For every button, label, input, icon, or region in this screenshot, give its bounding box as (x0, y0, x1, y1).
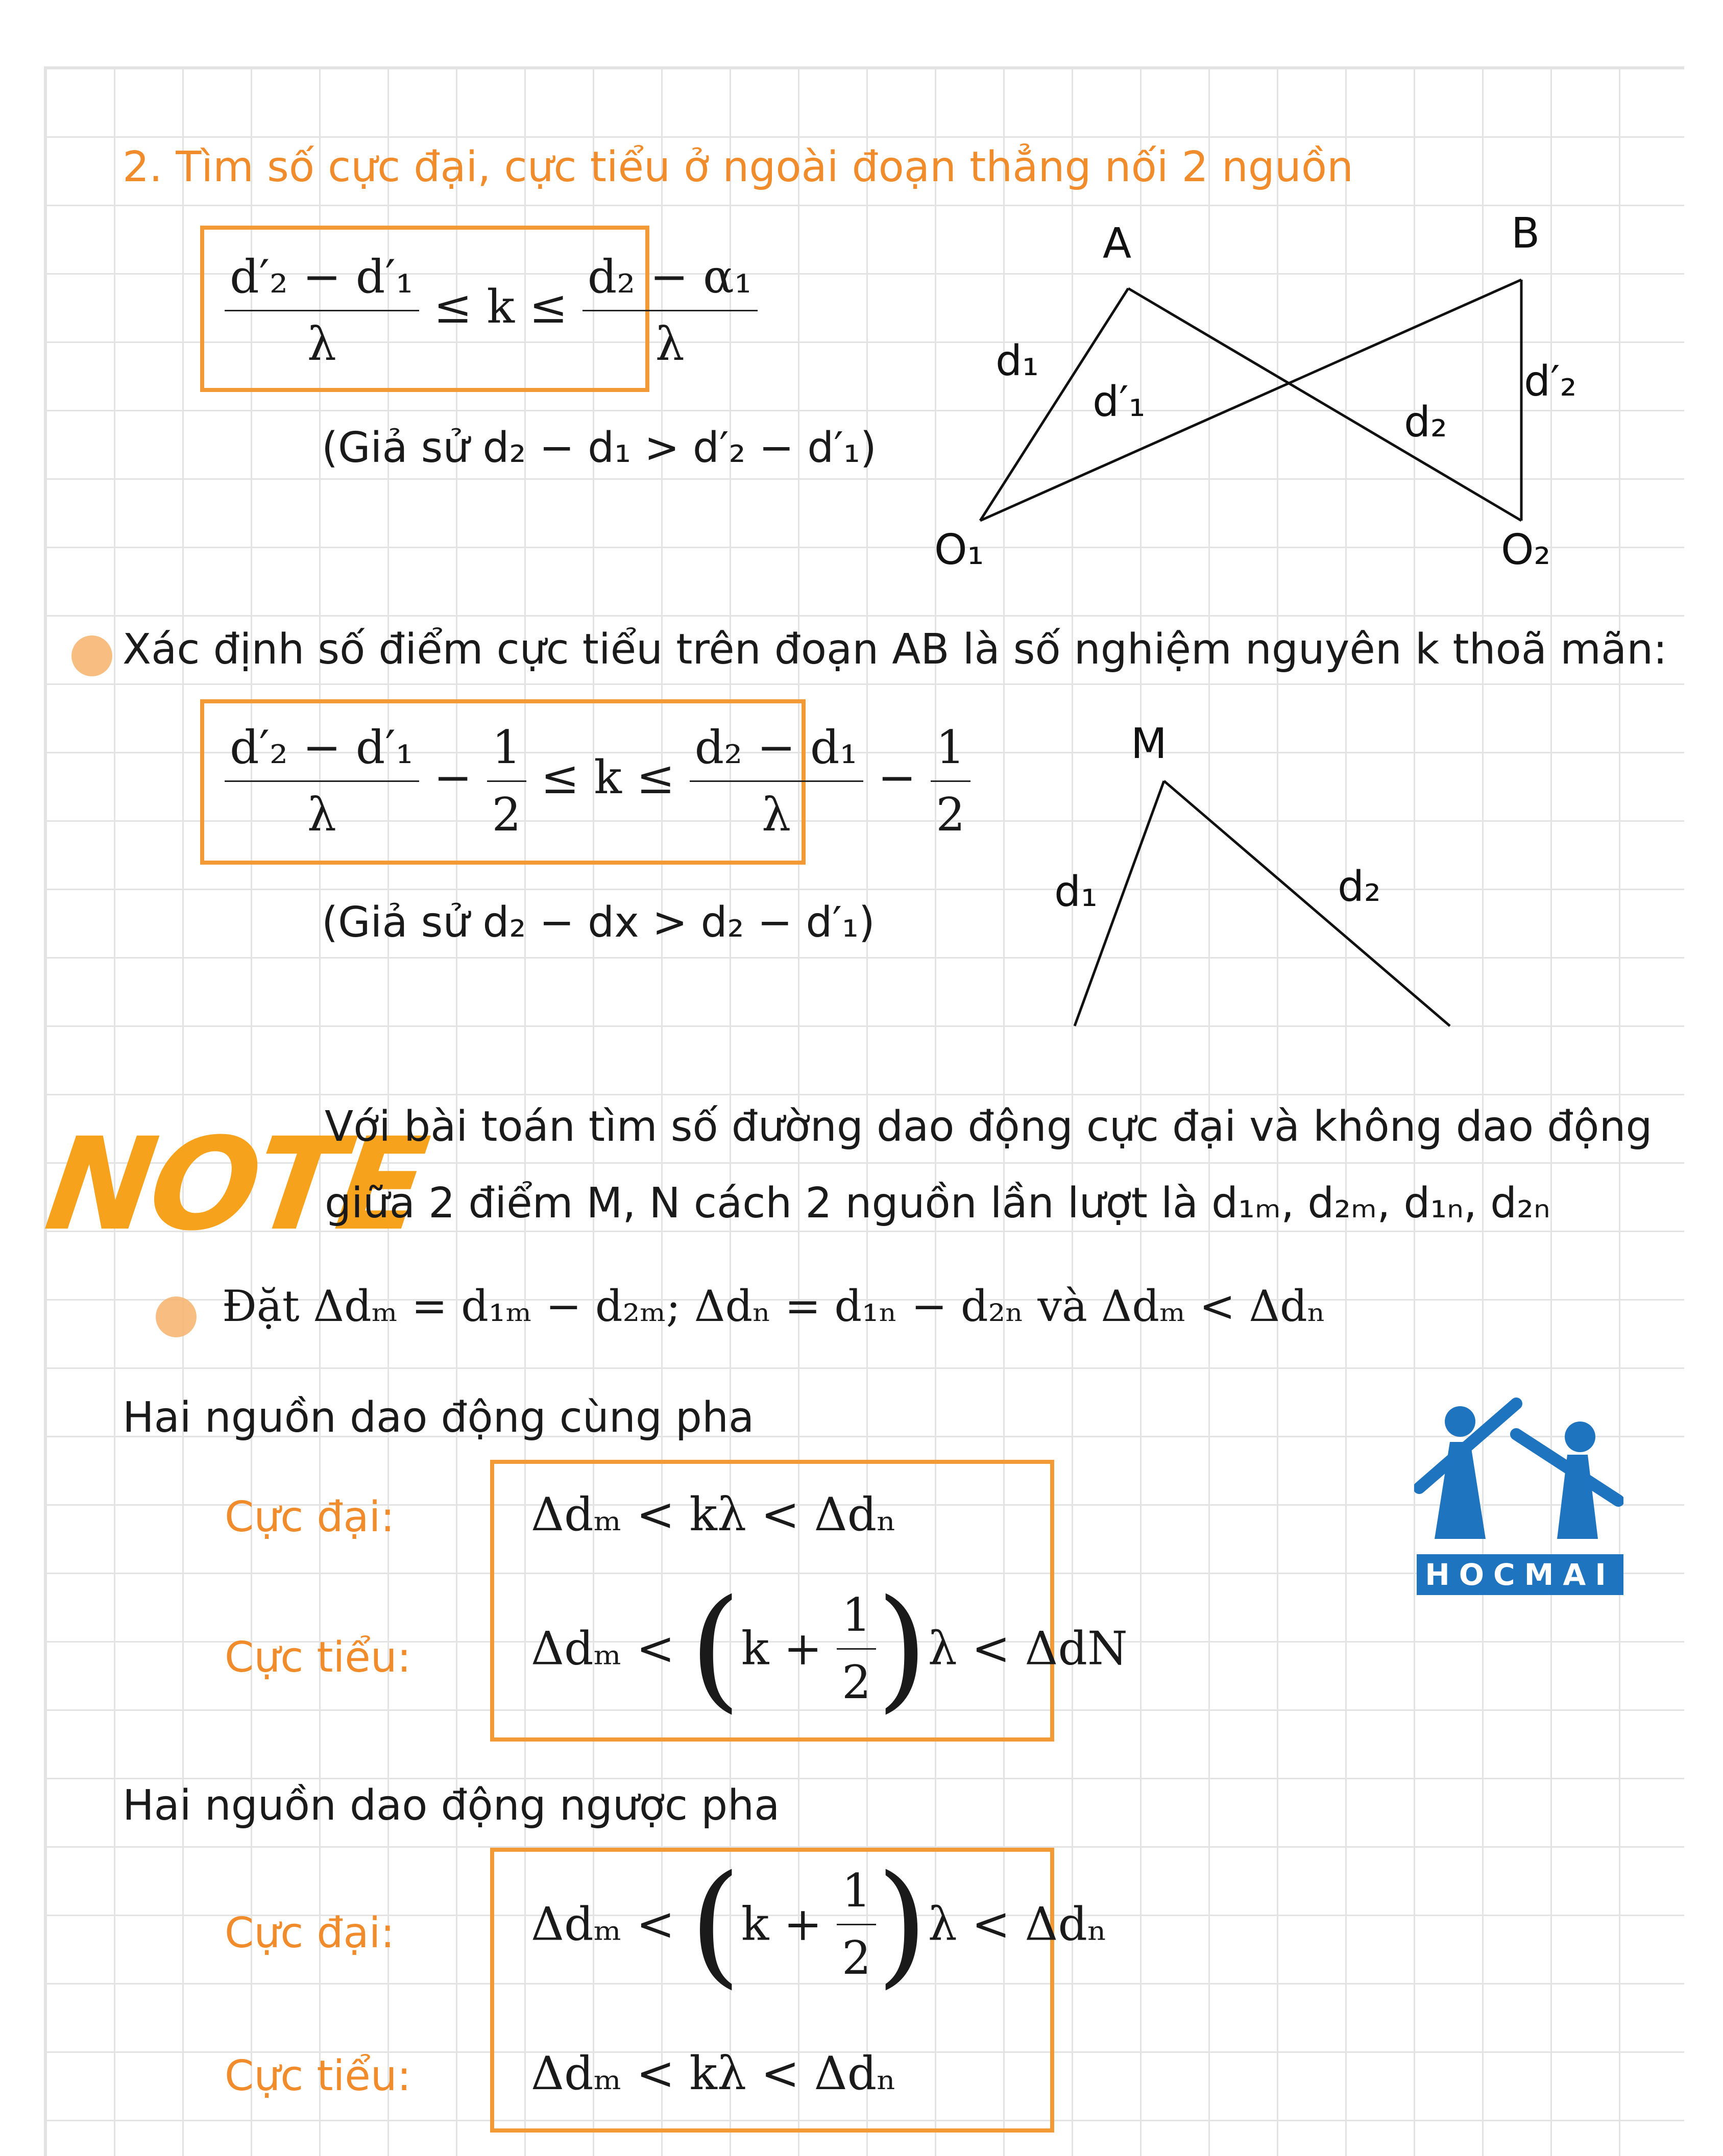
point-m-label: M (1131, 720, 1167, 768)
formula-1-right-fraction (583, 250, 758, 371)
point-a-label: A (1103, 219, 1132, 268)
half-numerator: 1 (487, 721, 526, 782)
half-fraction (837, 1588, 876, 1709)
min-right: λ < ΔdN (928, 1622, 1128, 1676)
max-left: Δdₘ < (531, 1897, 675, 1951)
bullet-dot (156, 1296, 197, 1337)
formula-2-right-denominator: λ (762, 788, 791, 842)
bullet-2-text: Đặt Δdₘ = d₁ₘ − d₂ₘ; Δdₙ = d₁ₙ − d₂ₙ và Δdₘ < Δdₙ (222, 1281, 1326, 1331)
same-phase-heading: Hai nguồn dao động cùng pha (123, 1393, 755, 1442)
right-paren: ) (876, 1847, 928, 2001)
note-label: NOTE (38, 1110, 432, 1259)
minus-sign: − (878, 750, 916, 804)
point-o1-label: O₁ (934, 526, 984, 574)
half-denominator: 2 (842, 1931, 871, 1985)
half-numerator: 1 (931, 721, 970, 782)
note-line-1: Với bài toán tìm số đường dao động cực đại và không dao động (325, 1102, 1653, 1151)
formula-2-right-fraction (690, 721, 863, 842)
formula-1-right-numerator: d₂ − α₁ (583, 250, 758, 311)
half-denominator: 2 (936, 788, 965, 842)
point-o2-label: O₂ (1501, 526, 1551, 574)
same-phase-max-formula: Δdₘ < kλ < Δdₙ (531, 1488, 897, 1541)
formula-2-left-fraction (225, 721, 419, 842)
formula-2-half-1 (487, 721, 526, 842)
formula-2-right-numerator: d₂ − d₁ (690, 721, 863, 782)
formula-1 (225, 250, 758, 371)
formula-1-left-denominator: λ (307, 317, 336, 371)
hocmai-logo-icon (1414, 1393, 1623, 1547)
point-b-label: B (1511, 209, 1540, 258)
formula-2-left-denominator: λ (307, 788, 336, 842)
segment-m-d2 (1164, 781, 1450, 1026)
label-d2: d₂ (1404, 398, 1447, 447)
min-k: k + (741, 1622, 822, 1676)
label-d1-prime: d′₁ (1093, 378, 1146, 426)
note-line-2: giữa 2 điểm M, N cách 2 nguồn lần lượt là d₁ₘ, d₂ₘ, d₁ₙ, d₂ₙ (325, 1179, 1550, 1228)
minus-sign: − (433, 750, 472, 804)
label-m-d2: d₂ (1338, 863, 1381, 911)
label-d1: d₁ (996, 337, 1039, 385)
label-m-d1: d₁ (1054, 868, 1098, 916)
bullet-dot (71, 635, 112, 676)
assumption-2: (Giả sử d₂ − dx > d₂ − d′₁) (322, 898, 875, 947)
half-numerator: 1 (837, 1864, 876, 1925)
right-paren: ) (876, 1572, 928, 1726)
left-paren: ( (689, 1847, 741, 2001)
opposite-phase-max-formula (531, 1847, 1107, 2001)
left-paren: ( (689, 1572, 741, 1726)
formula-2-half-2 (931, 721, 970, 842)
hocmai-logo-text: HOCMAI (1425, 1557, 1615, 1592)
formula-1-right-denominator: λ (655, 317, 685, 371)
bullet-1-text: Xác định số điểm cực tiểu trên đoạn AB là số nghiệm nguyên k thoã mãn: (123, 625, 1667, 674)
opposite-phase-max-label: Cực đại: (225, 1909, 395, 1957)
same-phase-min-formula (531, 1572, 1128, 1726)
label-d2-prime: d′₂ (1524, 357, 1577, 406)
formula-1-left-numerator: d′₂ − d′₁ (225, 250, 419, 311)
segment-a-o2 (1128, 288, 1521, 521)
same-phase-max-label: Cực đại: (225, 1493, 395, 1541)
formula-1-left-fraction (225, 250, 419, 371)
formula-2-left-numerator: d′₂ − d′₁ (225, 721, 419, 782)
same-phase-min-label: Cực tiểu: (225, 1633, 411, 1682)
formula-2 (225, 721, 970, 842)
opposite-phase-heading: Hai nguồn dao động ngược pha (123, 1781, 780, 1830)
hocmai-logo-band (1417, 1554, 1623, 1595)
max-k: k + (741, 1897, 822, 1951)
opposite-phase-min-label: Cực tiểu: (225, 2052, 411, 2100)
half-numerator: 1 (837, 1588, 876, 1650)
half-denominator: 2 (842, 1655, 871, 1709)
formula-1-middle: ≤ k ≤ (433, 280, 568, 334)
assumption-1: (Giả sử d₂ − d₁ > d′₂ − d′₁) (322, 424, 877, 472)
min-left: Δdₘ < (531, 1622, 675, 1676)
section-title: 2. Tìm số cực đại, cực tiểu ở ngoài đoạn thẳng nối 2 nguồn (123, 143, 1353, 191)
opposite-phase-min-formula: Δdₘ < kλ < Δdₙ (531, 2047, 897, 2100)
formula-2-middle: ≤ k ≤ (541, 750, 675, 804)
max-right: λ < Δdₙ (928, 1897, 1107, 1951)
diagram-point-m (1047, 766, 1506, 1041)
half-denominator: 2 (492, 788, 521, 842)
half-fraction (837, 1864, 876, 1985)
